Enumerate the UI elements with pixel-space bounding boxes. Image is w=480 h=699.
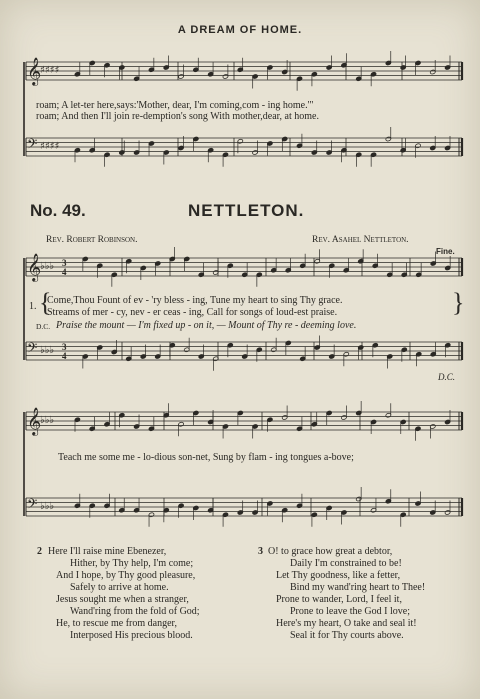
- dc-line-label: D.C.: [36, 322, 51, 331]
- top-treble-clef: 𝄞: [27, 57, 42, 85]
- stanza-2-line-1: Here I'll raise mine Ebenezer,: [48, 546, 167, 557]
- hymn-bass-time-signature-bottom-1: 4: [62, 351, 67, 361]
- hymn-treble-key-signature-2: ♭♭♭: [40, 415, 55, 426]
- verse-number: 1.: [29, 301, 37, 312]
- hymn-number: No. 49.: [30, 201, 86, 220]
- stanza-3-line-6: Prone to leave the God I love;: [290, 606, 410, 617]
- stanza-2-line-6: Wand'ring from the fold of God;: [70, 606, 200, 617]
- stanza-3-line-7: Here's my heart, O take and seal it!: [276, 618, 417, 629]
- previous-song-title: A DREAM OF HOME.: [177, 24, 303, 36]
- stanza-3-line-2: Daily I'm constrained to be!: [290, 558, 402, 569]
- hymn-treble-clef-2: 𝄞: [27, 407, 42, 435]
- stanza-3-line-5: Prone to wander, Lord, I feel it,: [276, 594, 402, 605]
- fine-mark: Fine.: [436, 247, 455, 256]
- stanza-2-line-2: Hither, by Thy help, I'm come;: [70, 558, 194, 569]
- hymn-title: NETTLETON.: [188, 201, 305, 220]
- stanza-3-line-3: Let Thy goodness, like a fetter,: [276, 570, 401, 581]
- hymn-lyric-line-2: Streams of mer - cy, nev - er ceas - ing, Call for songs of loud-est praise.: [47, 307, 338, 318]
- stanza-2-line-8: Interposed His precious blood.: [70, 630, 193, 641]
- previous-song-lyric-line-1: roam; A let-ter here,says:'Mother, dear, I'm coming,com - ing home.'": [36, 100, 314, 111]
- hymn-bass-time-signature-top-1: 3: [62, 342, 67, 352]
- stanza-2-line-7: He, to rescue me from danger,: [56, 618, 177, 629]
- hymn-bass-clef-2: 𝄢: [27, 496, 38, 515]
- lyricist-credit: Rev. Robert Robinson.: [46, 235, 138, 245]
- stanza-2-number: 2: [37, 546, 42, 557]
- stanza-3-line-4: Bind my wand'ring heart to Thee!: [290, 582, 426, 593]
- top-bass-key-signature: ♯♯♯♯: [40, 141, 60, 152]
- hymn-bass-key-signature-2: ♭♭♭: [40, 501, 55, 512]
- hymn-time-signature-top-1: 3: [62, 258, 67, 268]
- top-bass-clef: 𝄢: [27, 136, 38, 155]
- stanza-2-line-5: Jesus sought me when a stranger,: [56, 594, 189, 605]
- hymn-bass-key-signature-1: ♭♭♭: [40, 345, 55, 356]
- hymn-time-signature-bottom-1: 4: [62, 267, 67, 277]
- hymn-dc-lyric-line: Praise the mount — I'm fixed up - on it, — Mount of Thy re - deeming love.: [56, 320, 357, 331]
- top-treble-key-signature: ♯♯♯♯: [40, 65, 60, 76]
- dc-mark: D.C.: [438, 372, 456, 382]
- stanza-3-line-1: O! to grace how great a debtor,: [268, 546, 393, 557]
- previous-song-lyric-line-2: roam; And then I'll join re-demption's song With mother,dear, at home.: [36, 111, 319, 122]
- stanza-2-line-3: And I hope, by Thy good pleasure,: [56, 570, 196, 581]
- hymn-lyric-line-1: Come,Thou Fount of ev - 'ry bless - ing, Tune my heart to sing Thy grace.: [47, 295, 343, 306]
- stanza-3-number: 3: [258, 546, 263, 557]
- verse-brace-right: }: [452, 288, 465, 317]
- hymn-bass-clef-1: 𝄢: [27, 340, 38, 359]
- composer-credit: Rev. Asahel Nettleton.: [312, 235, 409, 245]
- stanza-2-line-4: Safely to arrive at home.: [70, 582, 169, 593]
- hymn-treble-key-signature-1: ♭♭♭: [40, 261, 55, 272]
- stanza-3-line-8: Seal it for Thy courts above.: [290, 630, 404, 641]
- verse-brace-left: {: [39, 288, 52, 317]
- hymn-treble-clef-1: 𝄞: [27, 253, 42, 281]
- hymn-lyric-line-3: Teach me some me - lo-dious son-net, Sung by flam - ing tongues a-bove;: [58, 452, 354, 463]
